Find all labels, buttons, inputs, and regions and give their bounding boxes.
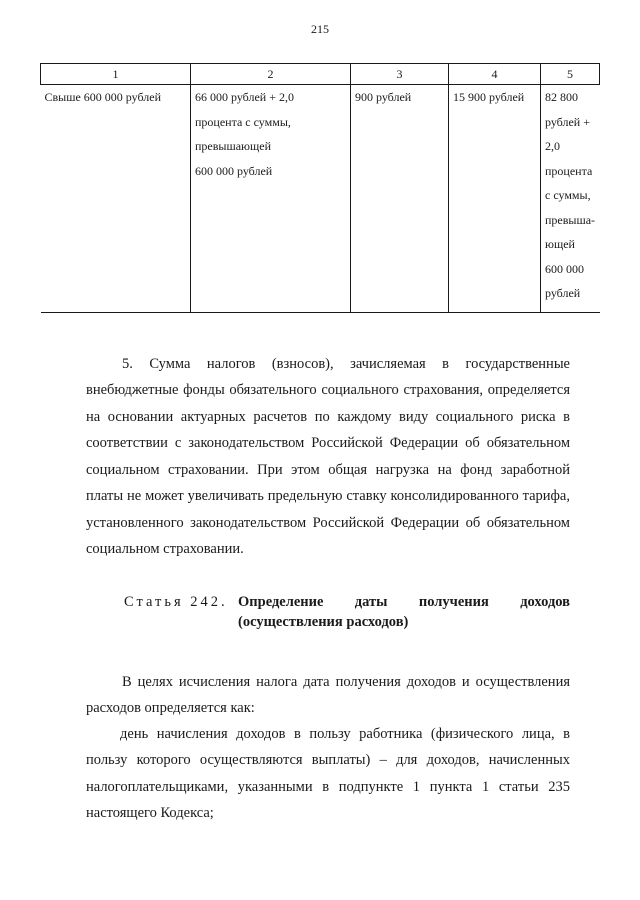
cell-line: 82 800	[545, 90, 578, 104]
cell-line: 600 000	[545, 261, 584, 276]
paragraph-accrual-day: день начисления доходов в пользу работника (физического лица, в пользу которого осуществляются выплаты) – для доходов, начисленных налогоплательщиками, указанными в подпункте 1 пункта 1 статьи 235 настоящего Кодекса;	[86, 725, 570, 821]
table-row	[41, 85, 600, 313]
cell-line: 2,0	[545, 139, 560, 153]
column-header-3: 3	[351, 64, 449, 85]
article-title	[238, 592, 570, 632]
tax-rate-table	[40, 63, 600, 313]
cell-line: ющей	[545, 237, 575, 251]
cell-line: превышающей	[195, 139, 271, 153]
article-title-line-1: Определение даты получения доходов	[238, 594, 570, 610]
cell-line: с суммы,	[545, 188, 591, 202]
cell-line: 66 000 рублей + 2,0	[195, 90, 294, 104]
cell-line: Свыше 600 000 рублей	[44, 90, 162, 104]
paragraph-income-date: В целях исчисления налога дата получения доходов и осуществления расходов определяется как:	[86, 673, 570, 716]
cell-line: процента с суммы,	[195, 114, 291, 129]
cell-line: 600 000 рублей	[195, 163, 273, 178]
cell-line: превыша-	[545, 212, 596, 227]
paragraph-5: 5. Сумма налогов (взносов), зачисляемая в государственные внебюджетные фонды обязательного социального страхования, определяется на основании актуарных расчетов по каждому виду социального риска в соответствии с законодательством Российской Федерации об обязательном социальном страховании. При этом общая нагрузка на фонд заработной платы не может увеличивать предельную ставку консолидированного тарифа, установленного законодательством Российской Федерации об обязательном социальном страховании.	[86, 355, 570, 557]
article-label: Статья 242.	[124, 594, 228, 610]
table-header-row	[41, 64, 600, 85]
cell-income-bracket	[41, 85, 191, 313]
cell-line: 15 900 рублей	[453, 90, 525, 104]
cell-rate-col4	[449, 85, 541, 313]
column-header-1: 1	[41, 64, 191, 85]
cell-line: процента	[545, 163, 593, 178]
column-header-2: 2	[191, 64, 351, 85]
cell-rate-col3	[351, 85, 449, 313]
cell-line: рублей +	[545, 114, 590, 129]
column-header-4: 4	[449, 64, 541, 85]
cell-line: 900 рублей	[355, 90, 412, 104]
column-header-5: 5	[541, 64, 600, 85]
cell-rate-col2	[191, 85, 351, 313]
article-title-line-2: (осуществления расходов)	[238, 614, 409, 630]
cell-line: рублей	[545, 286, 581, 300]
page-number: 215	[311, 22, 329, 36]
cell-rate-col5	[541, 85, 600, 313]
